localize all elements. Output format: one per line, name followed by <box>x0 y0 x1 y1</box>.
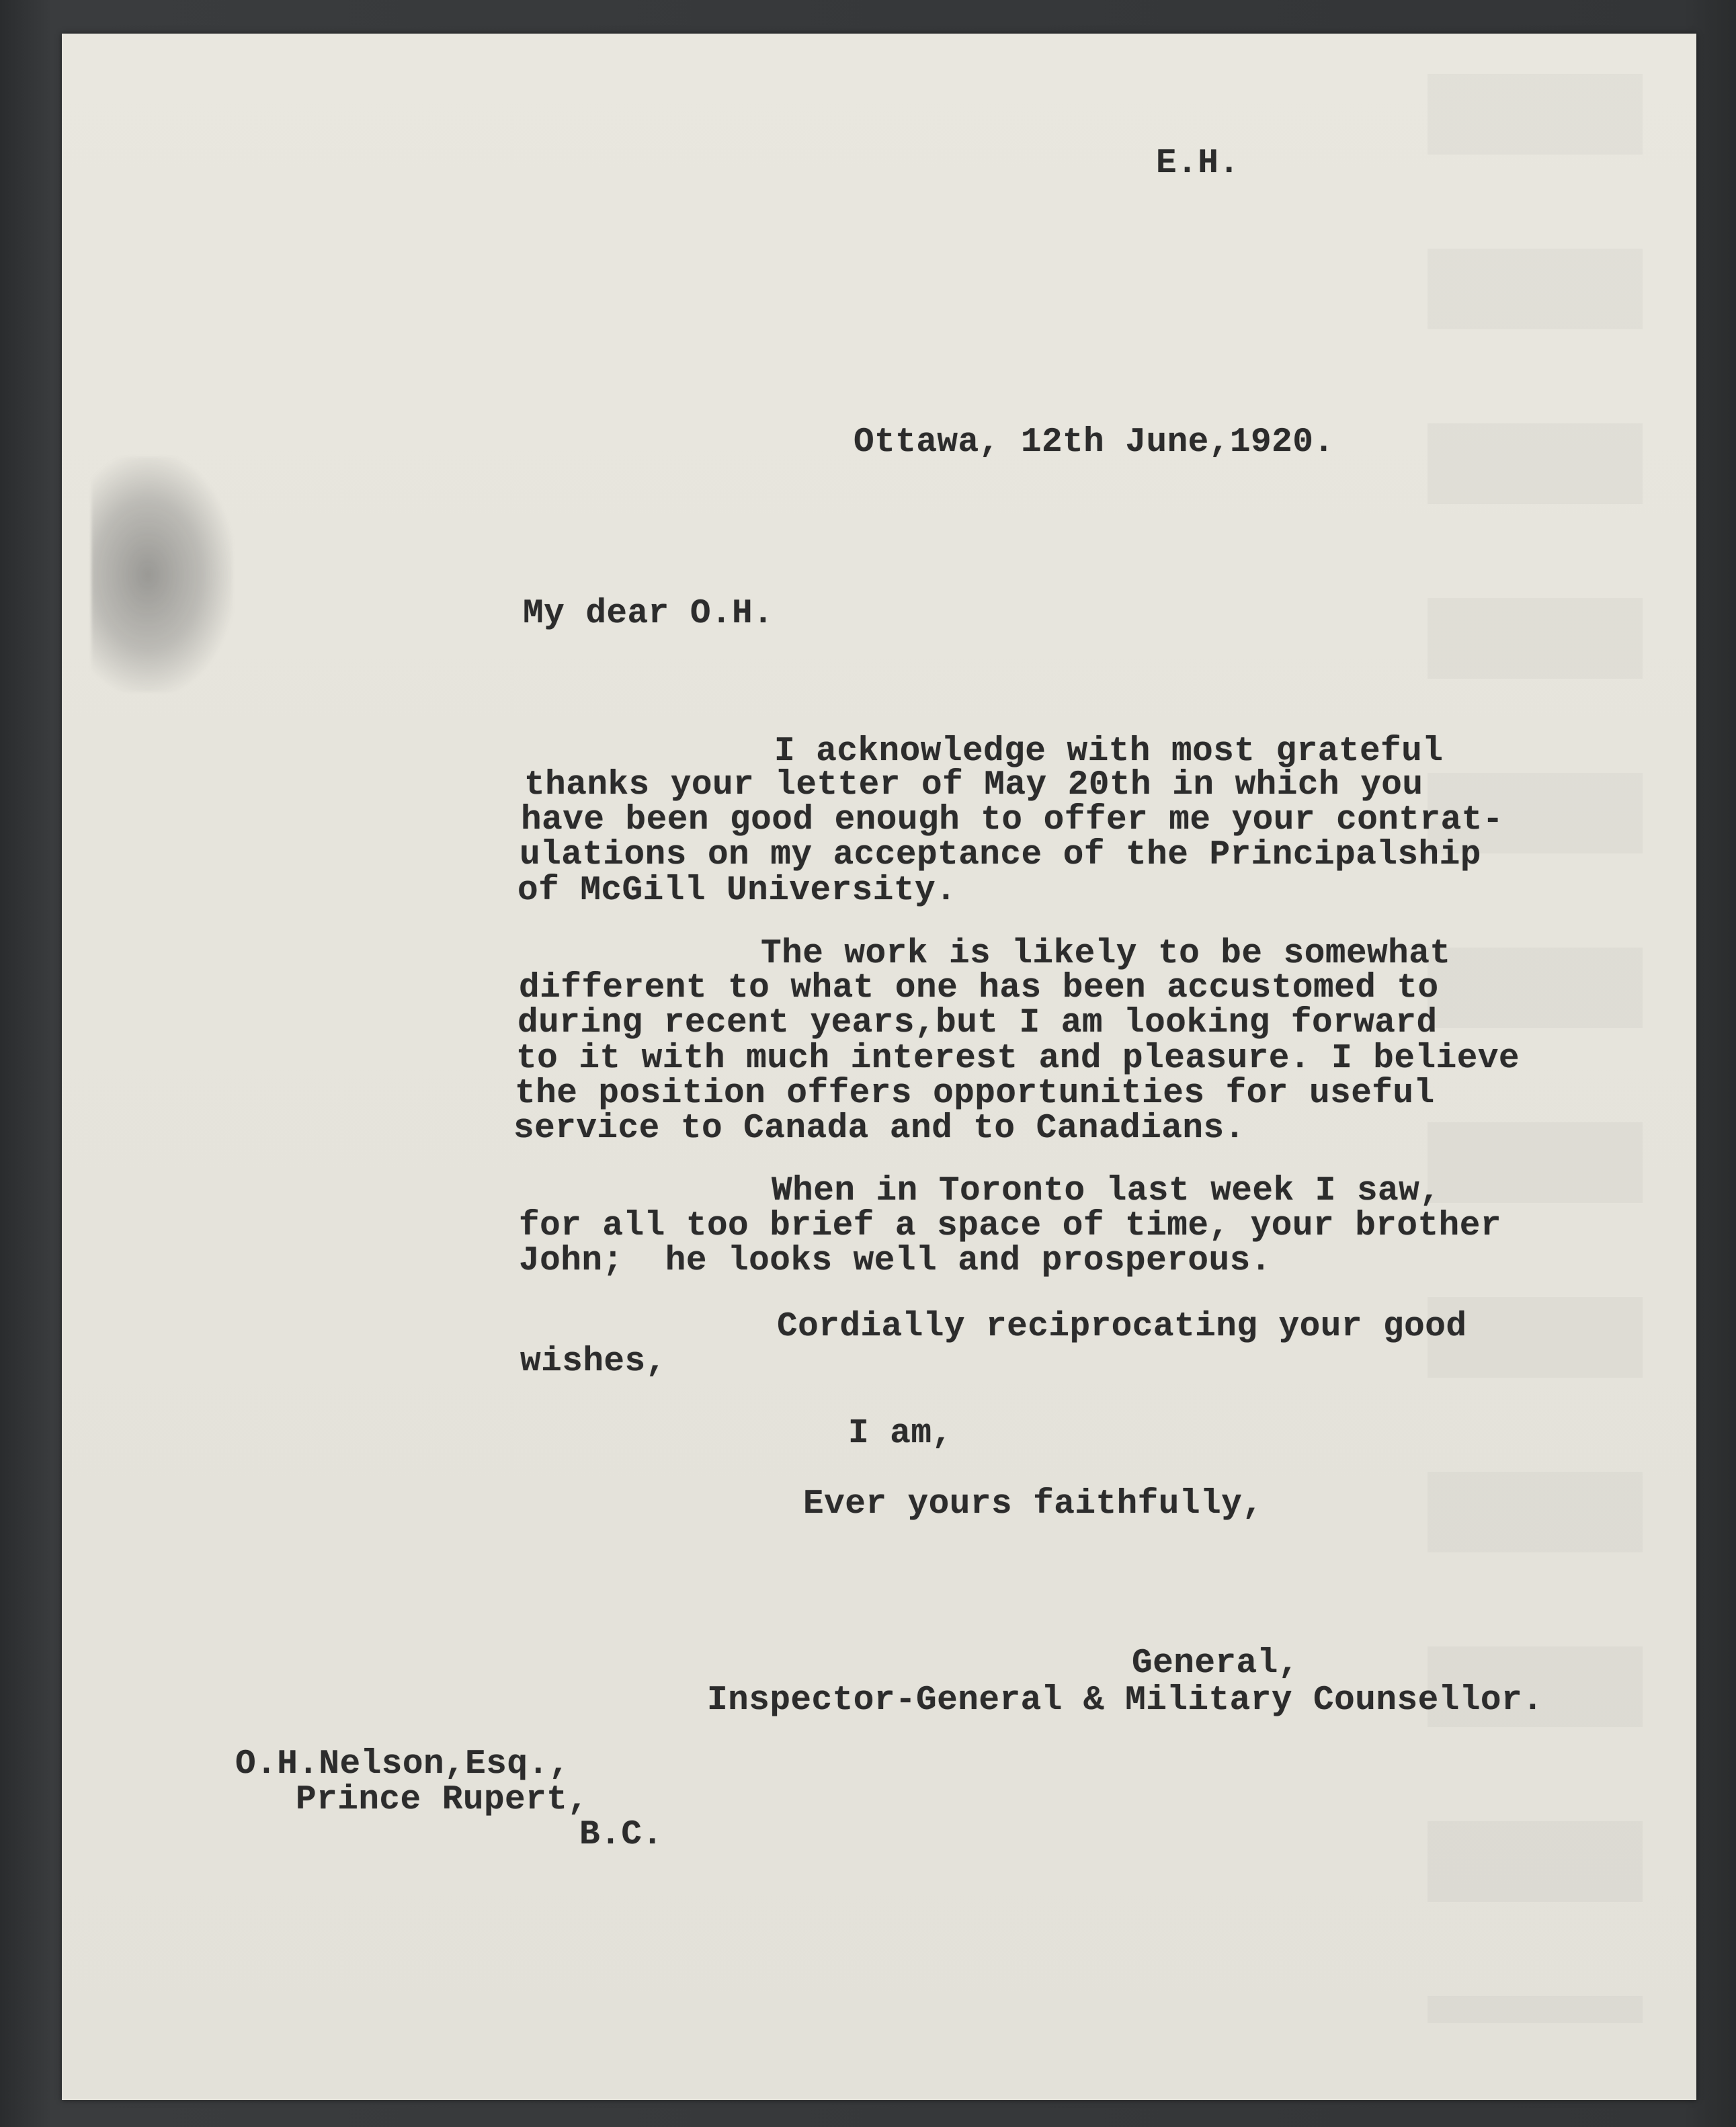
paragraph1-line2: thanks your letter of May 20th in which you <box>524 766 1423 804</box>
paragraph1-line4: ulations on my acceptance of the Principalship <box>520 836 1481 874</box>
paragraph3-line3: John; he looks well and prosperous. <box>519 1242 1272 1280</box>
paragraph2-line1: The work is likely to be somewhat <box>761 935 1451 973</box>
paragraph1-line5: of McGill University. <box>518 872 957 910</box>
closing-i-am: I am, <box>848 1415 953 1453</box>
address-line1: O.H.Nelson,Esq., <box>235 1745 570 1784</box>
paragraph2-line2: different to what one has been accustomed to <box>519 969 1439 1007</box>
paragraph2-line3: during recent years,but I am looking forward <box>518 1004 1438 1042</box>
address-line2: Prince Rupert, <box>296 1781 589 1819</box>
paragraph2-line4: to it with much interest and pleasure. I believe <box>516 1040 1520 1078</box>
signature-title: Inspector-General & Military Counsellor. <box>707 1681 1544 1720</box>
paragraph1-line1: I acknowledge with most grateful <box>774 733 1444 771</box>
paragraph1-line3: have been good enough to offer me your contrat- <box>521 801 1503 839</box>
letter-page <box>62 34 1696 2100</box>
paragraph2-line6: service to Canada and to Canadians. <box>513 1110 1245 1148</box>
paragraph3-line1: When in Toronto last week I saw, <box>772 1172 1441 1210</box>
paragraph4-line1: Cordially reciprocating your good <box>777 1308 1467 1346</box>
paragraph2-line5: the position offers opportunities for useful <box>515 1075 1435 1113</box>
salutation: My dear O.H. <box>523 595 774 633</box>
ink-smudge <box>91 457 233 692</box>
paragraph4-line2: wishes, <box>520 1343 667 1381</box>
closing-faithfully: Ever yours faithfully, <box>803 1485 1264 1524</box>
signature-rank: General, <box>1132 1644 1299 1683</box>
address-line3: B.C. <box>579 1816 663 1854</box>
date-line: Ottawa, 12th June,1920. <box>854 423 1335 462</box>
initials: E.H. <box>1156 144 1240 183</box>
paragraph3-line2: for all too brief a space of time, your brother <box>519 1207 1501 1245</box>
